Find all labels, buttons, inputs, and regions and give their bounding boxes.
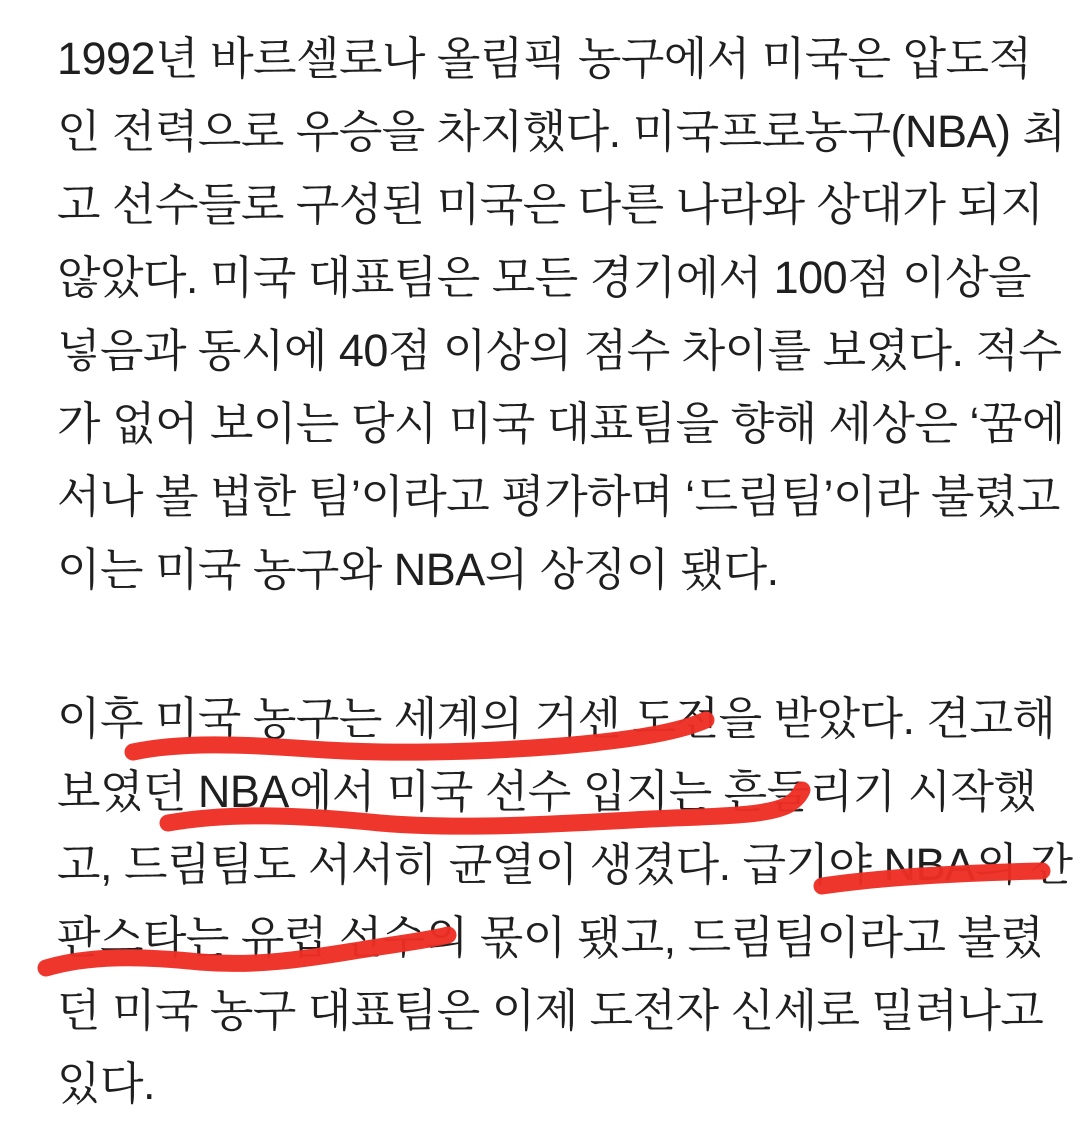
paragraph-gap: [57, 606, 1040, 682]
text-line: 넣음과 동시에 40점 이상의 점수 차이를 보였다. 적수: [57, 325, 1062, 376]
text-line: 보였던 NBA에서 미국 선수 입지는 흔들리기 시작했: [57, 766, 1037, 817]
text-line: 던 미국 농구 대표팀은 이제 도전자 신세로 밀려나고: [57, 985, 1044, 1036]
text-line: 인 전력으로 우승을 차지했다. 미국프로농구(NBA) 최: [57, 106, 1066, 157]
text-line: 이후 미국 농구는 세계의 거센 도전을 받았다. 견고해: [57, 693, 1056, 744]
text-line: 이는 미국 농구와 NBA의 상징이 됐다.: [57, 544, 779, 595]
text-line: 판스타는 유럽 선수의 몫이 됐고, 드림팀이라고 불렸: [57, 912, 1044, 963]
article-body: [57, 22, 1073, 1120]
text-line: 1992년 바르셀로나 올림픽 농구에서 미국은 압도적: [57, 33, 1032, 84]
text-line: 가 없어 보이는 당시 미국 대표팀을 향해 세상은 ‘꿈에: [57, 398, 1065, 449]
paragraph-1: [57, 22, 1066, 606]
text-line: 있다.: [57, 1058, 155, 1109]
text-line: 고, 드림팀도 서서히 균열이 생겼다. 급기야 NBA의 간: [57, 839, 1073, 890]
text-line: 서나 볼 법한 팀’이라고 평가하며 ‘드림팀’이라 불렸고: [57, 471, 1060, 522]
text-line: 고 선수들로 구성된 미국은 다른 나라와 상대가 되지: [57, 179, 1044, 230]
paragraph-2: [57, 682, 1073, 1120]
text-line: 않았다. 미국 대표팀은 모든 경기에서 100점 이상을: [57, 252, 1032, 303]
